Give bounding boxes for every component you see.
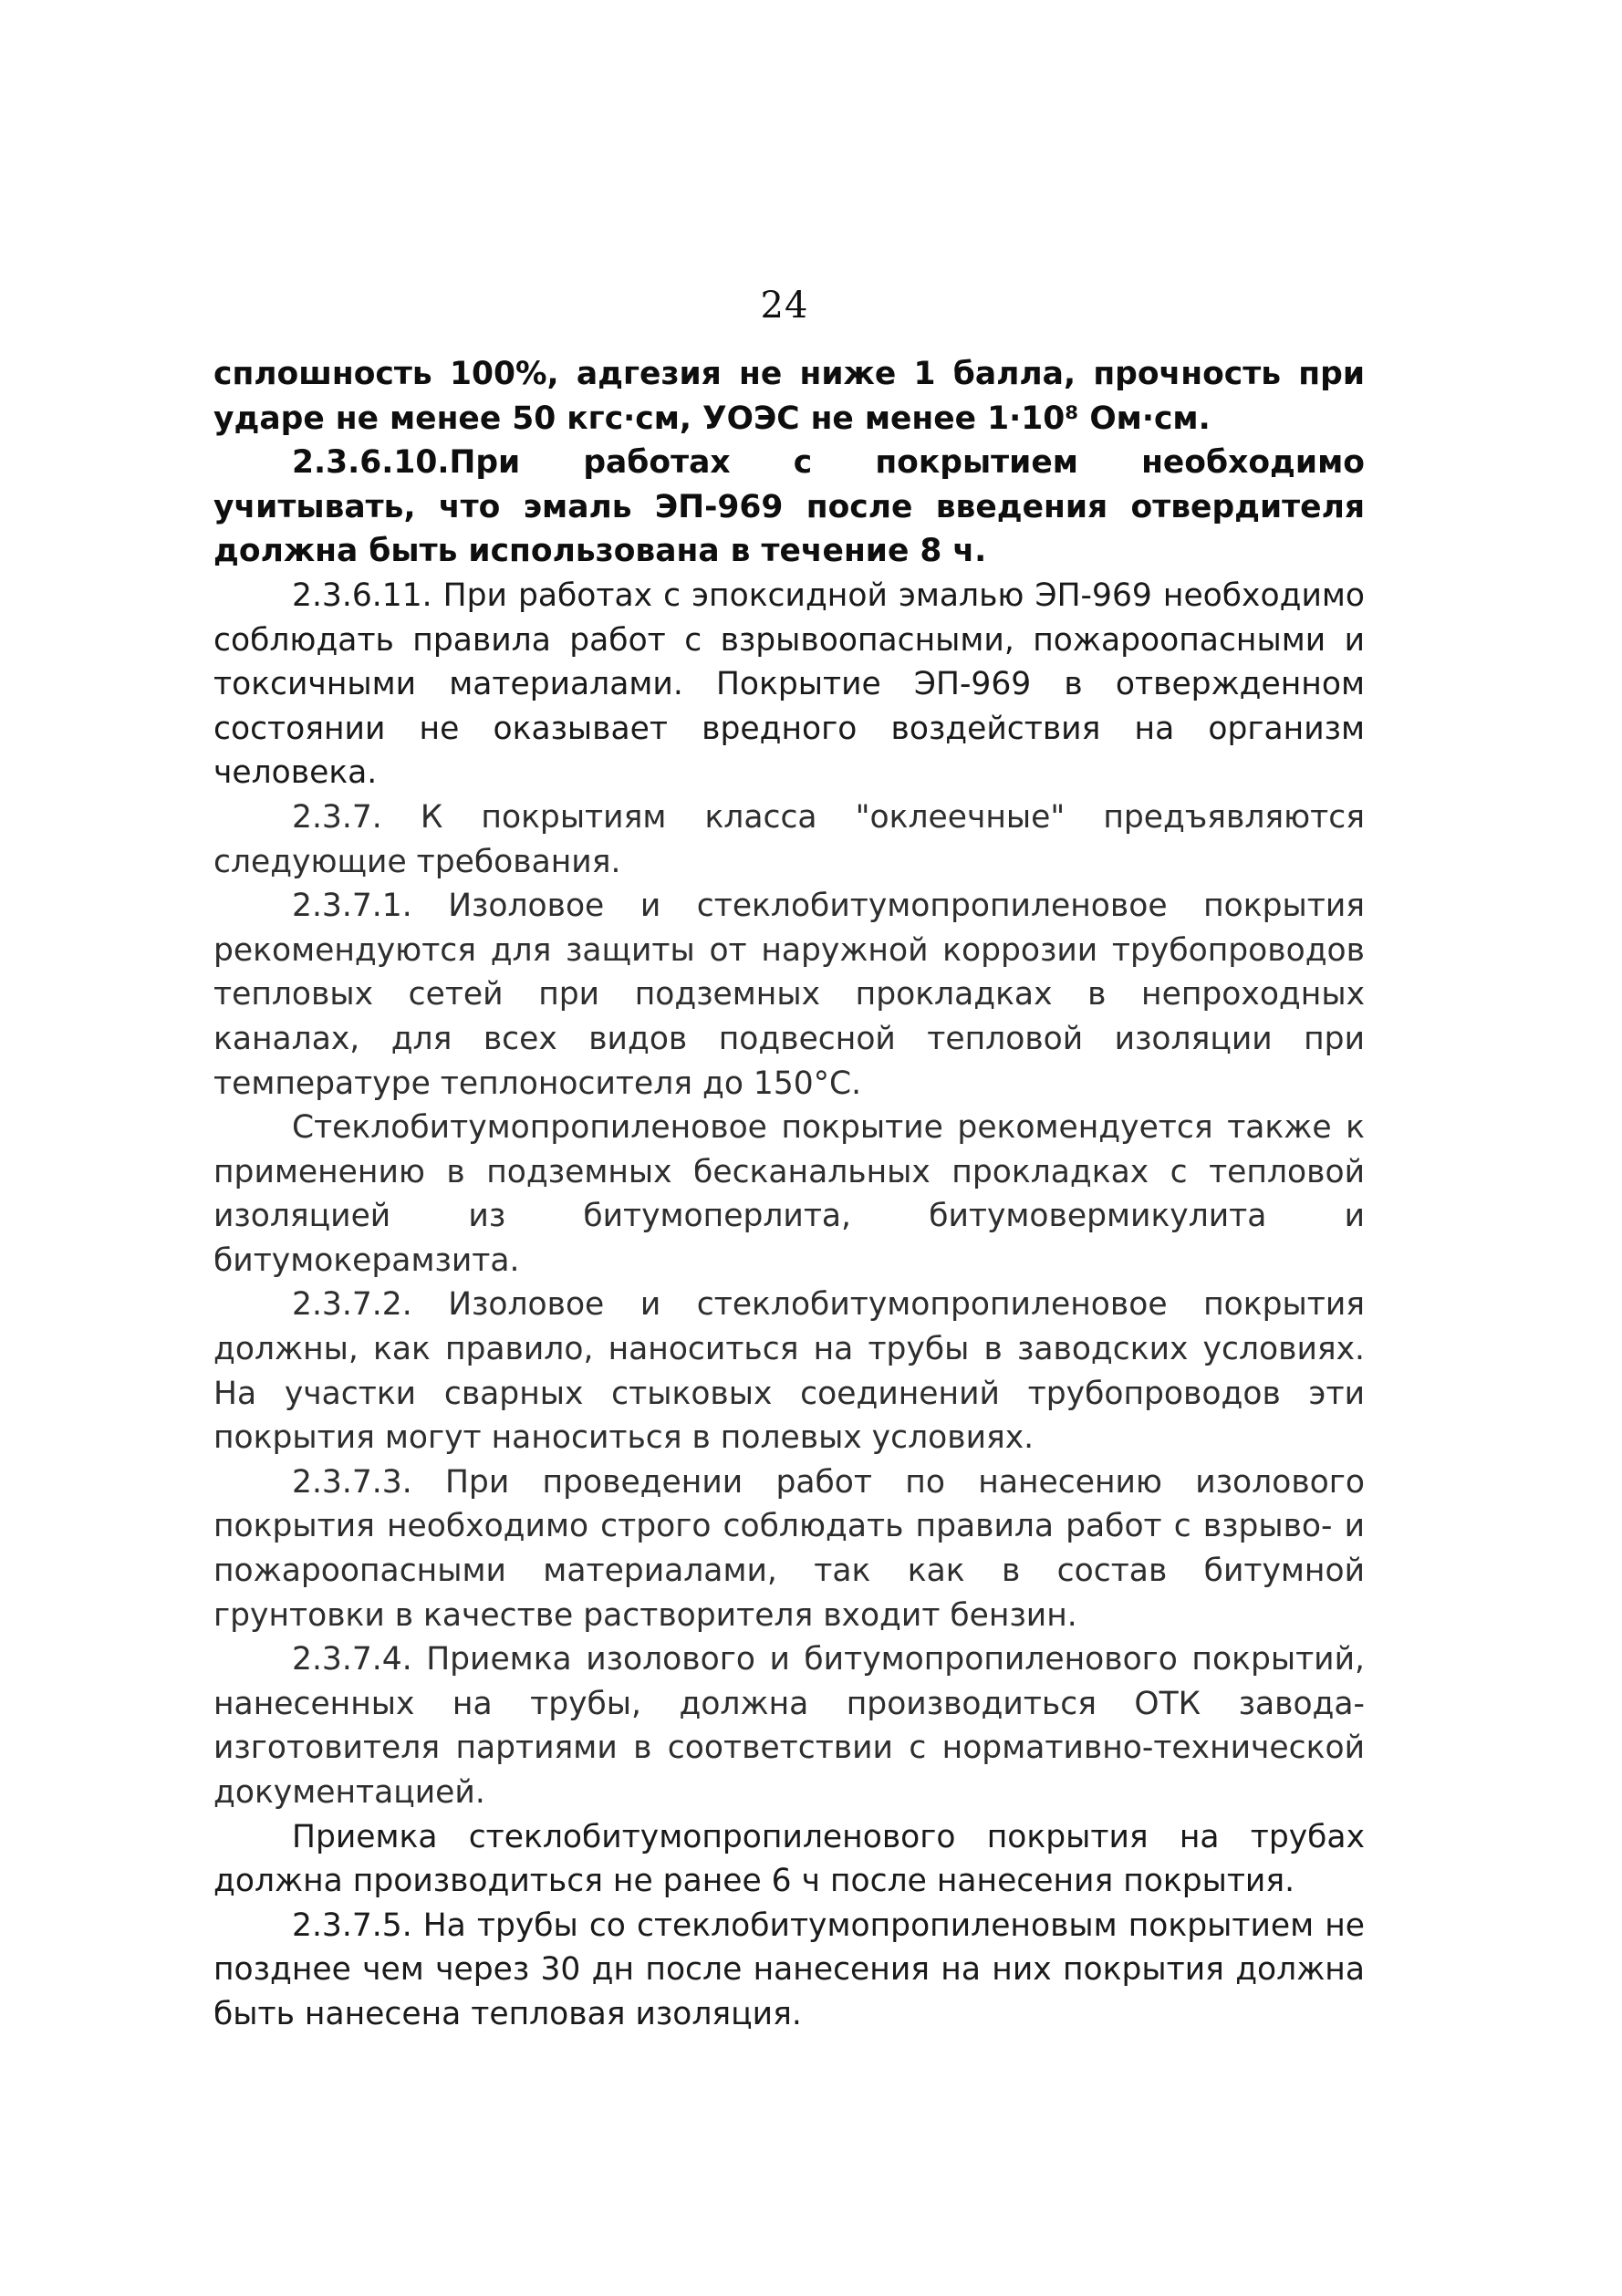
paragraph-2-3-7-2: 2.3.7.2. Изоловое и стеклобитумопропиленовое покрытия должны, как правило, наноситься на трубы в заводских условиях. На участки сварных стыковых соединений трубопроводов эти покрытия могут наноситься в полевых условиях. [213,1286,1365,1457]
paragraph-2-3-7-1: 2.3.7.1. Изоловое и стеклобитумопропиленовое покрытия рекомендуются для защиты от наружной коррозии трубопроводов тепловых сетей при подземных прокладках в непроходных каналах, для всех видов подвесной тепловой изоляции при температуре теплоносителя до 150°С. [213,888,1365,1102]
paragraph-2-3-7-5: 2.3.7.5. На трубы со стеклобитумопропиленовым покрытием не позднее чем через 30 дн после нанесения на них покрытия должна быть нанесена тепловая изоляция. [213,1906,1365,2032]
paragraph-2-3-7-4: 2.3.7.4. Приемка изолового и битумопропиленового покрытий, нанесенных на трубы, должна производиться ОТК завода-изготовителя партиями в соответствии с нормативно-технической документацией. [213,1641,1365,1811]
paragraph-2-3-7: 2.3.7. К покрытиям класса "оклеечные" предъявляются следующие требования. [213,798,1365,880]
paragraph-2-3-7-3: 2.3.7.3. При проведении работ по нанесению изолового покрытия необходимо строго соблюдать правила работ с взрыво- и пожароопасными материалами, так как в состав битумной грунтовки в качестве растворителя входит бензин. [213,1463,1365,1634]
body-text [213,352,1365,2037]
paragraph-acceptance: Приемка стеклобитумопропиленового покрытия на трубах должна производиться не ранее 6 ч после нанесения покрытия. [213,1818,1365,1900]
paragraph-continuation: сплошность 100%, адгезия не ниже 1 балла, прочность при ударе не менее 50 кгс·см, УОЭС не менее 1·10⁸ Ом·см. [213,356,1365,437]
page-number: 24 [760,285,809,327]
paragraph-2-3-6-11: 2.3.6.11. При работах с эпоксидной эмалью ЭП-969 необходимо соблюдать правила работ с взрывоопасными, пожароопасными и токсичными материалами. Покрытие ЭП-969 в отвержденном состоянии не оказывает вредного воздействия на организм человека. [213,577,1365,792]
paragraph-glass-bitumen-recommendation: Стеклобитумопропиленовое покрытие рекомендуется также к применению в подземных бесканальных прокладках с тепловой изоляцией из битумоперлита, битумовермикулита и битумокерамзита. [213,1109,1365,1279]
paragraph-2-3-6-10: 2.3.6.10.При работах с покрытием необходимо учитывать, что эмаль ЭП-969 после введения отвердителя должна быть использована в течение 8 ч. [213,444,1365,570]
